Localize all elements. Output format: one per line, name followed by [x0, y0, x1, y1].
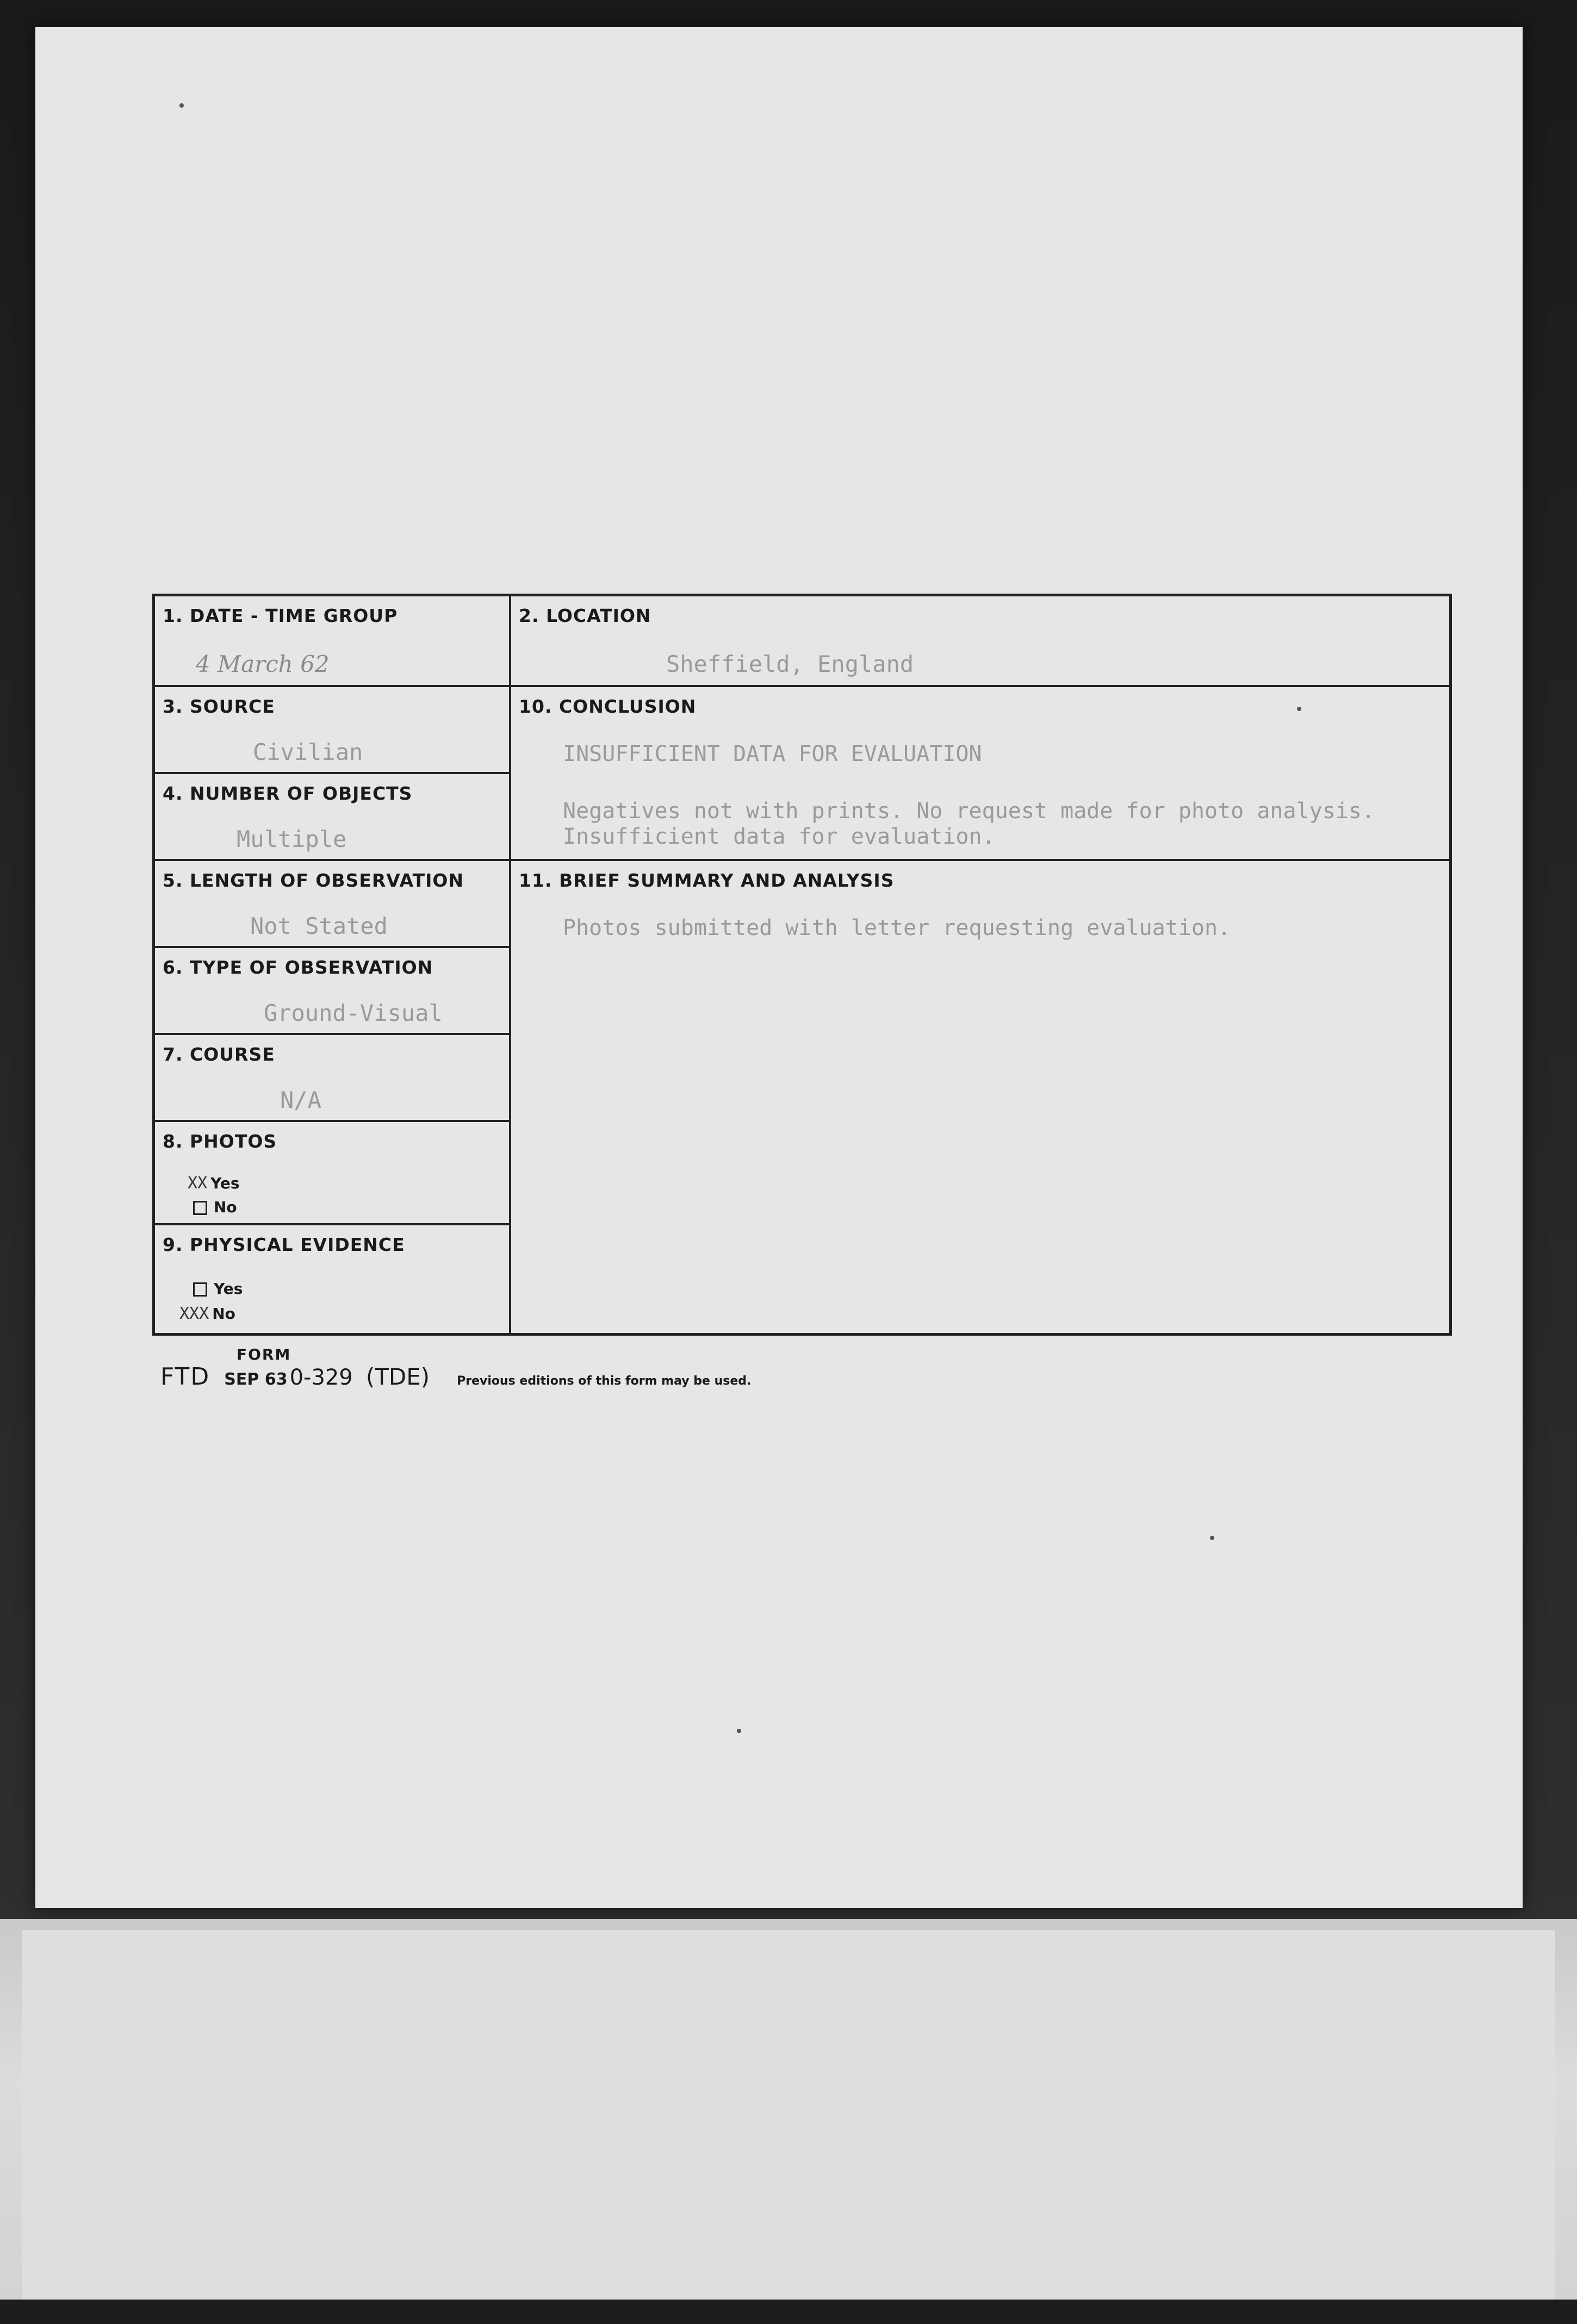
- form-agency: FTD: [160, 1363, 210, 1391]
- field-value: Civilian: [253, 739, 363, 765]
- field-label: 8. PHOTOS: [163, 1131, 277, 1152]
- option-label: No: [214, 1198, 237, 1216]
- field-conclusion: [511, 687, 1452, 861]
- photos-no-option[interactable]: [193, 1198, 237, 1216]
- field-value: Not Stated: [250, 913, 388, 939]
- form-number: 0-329: [289, 1365, 353, 1390]
- field-source: [155, 687, 511, 774]
- field-value: Multiple: [237, 826, 347, 852]
- field-label: 4. NUMBER OF OBJECTS: [163, 783, 413, 804]
- form-date: SEP 63: [224, 1370, 288, 1389]
- field-value: Ground-Visual: [264, 1000, 443, 1026]
- physical-evidence-no-mark: XXX: [179, 1304, 209, 1323]
- form-word: FORM: [237, 1345, 291, 1363]
- physical-evidence-yes-option[interactable]: [193, 1280, 243, 1298]
- report-form: [152, 594, 1452, 1336]
- field-label: 1. DATE - TIME GROUP: [163, 605, 398, 626]
- checkbox-icon: [193, 1282, 207, 1297]
- field-label: 2. LOCATION: [519, 605, 651, 626]
- field-physical-evidence: [155, 1225, 511, 1333]
- conclusion-heading: INSUFFICIENT DATA FOR EVALUATION: [563, 742, 982, 767]
- field-label: 11. BRIEF SUMMARY AND ANALYSIS: [519, 870, 895, 891]
- field-type-of-observation: [155, 948, 511, 1035]
- speck: [1210, 1536, 1214, 1540]
- form-note: Previous editions of this form may be used.: [457, 1374, 752, 1388]
- field-label: 3. SOURCE: [163, 696, 275, 717]
- checkbox-icon: [193, 1201, 207, 1215]
- field-label: 9. PHYSICAL EVIDENCE: [163, 1234, 405, 1255]
- option-label: No: [212, 1305, 235, 1323]
- photos-yes-mark: XX: [188, 1174, 208, 1193]
- field-location: [511, 596, 1452, 687]
- photos-yes-option[interactable]: [188, 1174, 240, 1193]
- field-value: 4 March 62: [196, 651, 330, 677]
- form-office: (TDE): [365, 1363, 430, 1390]
- field-course: [155, 1035, 511, 1122]
- field-brief-summary: [511, 861, 1452, 1333]
- field-photos: [155, 1122, 511, 1225]
- summary-text: Photos submitted with letter requesting evaluation.: [563, 915, 1231, 940]
- speck: [179, 103, 184, 108]
- field-value: N/A: [280, 1087, 321, 1113]
- field-number-of-objects: [155, 774, 511, 861]
- field-label: 6. TYPE OF OBSERVATION: [163, 957, 433, 978]
- speck: [737, 1729, 741, 1733]
- lower-scan-band: [0, 1919, 1577, 2324]
- field-label: 5. LENGTH OF OBSERVATION: [163, 870, 464, 891]
- physical-evidence-no-option[interactable]: [179, 1304, 235, 1323]
- bottom-scan-edge: [0, 2300, 1577, 2324]
- option-label: Yes: [214, 1280, 243, 1298]
- conclusion-line: Insufficient data for evaluation.: [563, 824, 995, 849]
- option-label: Yes: [210, 1174, 240, 1192]
- field-value: Sheffield, England: [666, 651, 914, 677]
- conclusion-line: Negatives not with prints. No request made for photo analysis.: [563, 799, 1375, 824]
- field-date-time-group: [155, 596, 511, 687]
- field-length-of-observation: [155, 861, 511, 948]
- field-label: 10. CONCLUSION: [519, 696, 697, 717]
- field-label: 7. COURSE: [163, 1044, 275, 1065]
